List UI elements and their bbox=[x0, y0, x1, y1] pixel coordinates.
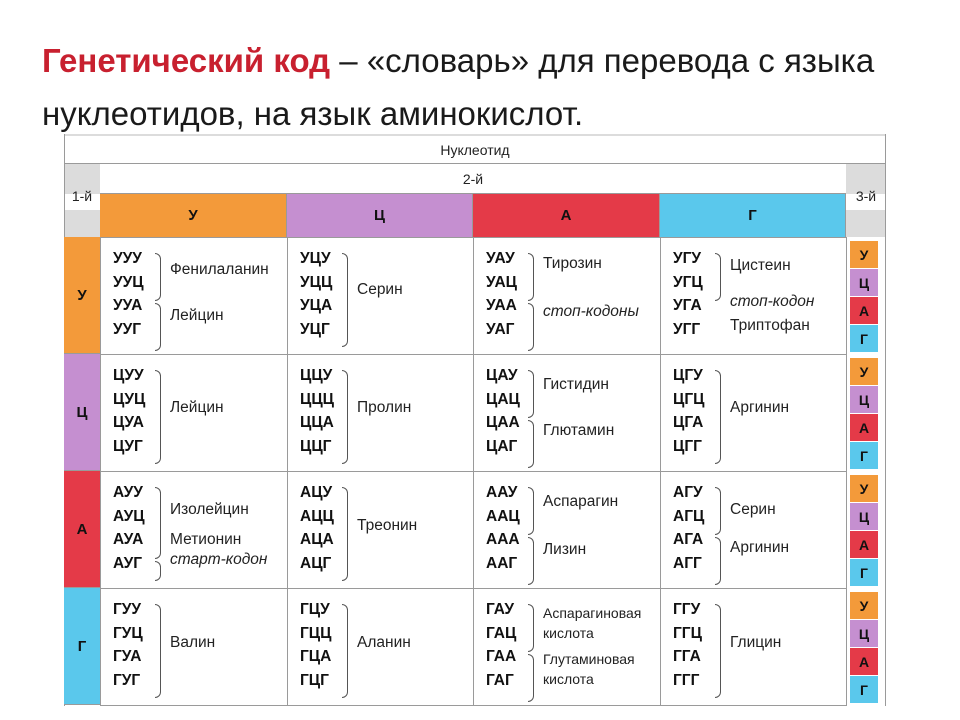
third-base-a-u: У bbox=[850, 475, 878, 503]
amino-acid-label: Тирозин bbox=[543, 255, 602, 272]
codon: ГЦГ bbox=[300, 671, 329, 689]
codon: ГГУ bbox=[673, 601, 701, 618]
codon: ГЦЦ bbox=[300, 624, 332, 642]
third-base-g-a: А bbox=[850, 648, 878, 676]
codon: УАЦ bbox=[486, 273, 517, 291]
first-base-u: У bbox=[64, 237, 100, 354]
codon-list bbox=[113, 481, 145, 575]
amino-acid-label: Глутаминовая bbox=[543, 651, 635, 667]
codon: ЦГА bbox=[673, 414, 704, 431]
codon: ААУ bbox=[486, 484, 518, 501]
first-base-a: А bbox=[64, 471, 100, 588]
codon: ЦГЦ bbox=[673, 390, 705, 408]
codon: АЦГ bbox=[300, 554, 332, 572]
codon-brace bbox=[528, 370, 534, 418]
codon-list bbox=[486, 364, 520, 458]
codon-list bbox=[673, 481, 704, 575]
codon: ГУА bbox=[113, 648, 142, 665]
codon: УАУ bbox=[486, 250, 515, 267]
codon: УАГ bbox=[486, 320, 515, 338]
codon-brace bbox=[155, 253, 161, 301]
codon: АГГ bbox=[673, 554, 702, 572]
amino-acid-label: Аспарагиновая bbox=[543, 605, 642, 621]
third-base-g-u: У bbox=[850, 592, 878, 620]
codon: ГАГ bbox=[486, 671, 514, 689]
codon-list bbox=[673, 247, 703, 341]
amino-acid-label: Фенилаланин bbox=[170, 261, 269, 278]
codon: ГЦУ bbox=[300, 601, 330, 618]
codon-brace bbox=[155, 561, 161, 581]
codon: АЦЦ bbox=[300, 507, 334, 525]
codon-brace bbox=[528, 487, 534, 535]
codon: ЦУУ bbox=[113, 367, 144, 384]
amino-acid-label: Гистидин bbox=[543, 376, 609, 393]
third-base-u-g: Г bbox=[850, 325, 878, 353]
amino-acid-label: Изолейцин bbox=[170, 501, 249, 518]
codon-brace bbox=[155, 303, 161, 351]
third-base-a-g: Г bbox=[850, 559, 878, 587]
third-base-c-c: Ц bbox=[850, 386, 878, 414]
third-base-g-c: Ц bbox=[850, 620, 878, 648]
nucleotide-header bbox=[64, 136, 886, 164]
codon: ГАЦ bbox=[486, 624, 517, 642]
codon: УУУ bbox=[113, 250, 142, 267]
amino-acid-label: Метионин bbox=[170, 531, 242, 548]
amino-acid-label: кислота bbox=[543, 625, 594, 641]
codon-list bbox=[113, 598, 143, 692]
amino-acid-label: Треонин bbox=[357, 517, 418, 534]
amino-acid-label: Серин bbox=[730, 501, 776, 518]
second-base-g: Г bbox=[660, 194, 846, 237]
codon-brace bbox=[528, 604, 534, 652]
codon: АЦУ bbox=[300, 484, 333, 501]
second-label: 2-й bbox=[462, 170, 484, 187]
amino-acid-label: стоп-кодоны bbox=[543, 303, 639, 320]
amino-acid-label: Аспарагин bbox=[543, 493, 619, 510]
codon-list bbox=[113, 247, 144, 341]
codon: АГУ bbox=[673, 484, 703, 501]
title-rest: – «словарь» для перевода с языка нуклеотидов, на язык аминокислот. bbox=[42, 42, 875, 132]
codon: ГГГ bbox=[673, 671, 700, 689]
third-base-u-c: Ц bbox=[850, 269, 878, 297]
codon-list bbox=[113, 364, 145, 458]
codon-brace bbox=[342, 604, 348, 698]
amino-acid-label: Аргинин bbox=[730, 539, 790, 556]
amino-acid-label: Валин bbox=[170, 634, 216, 651]
third-nucleotide-header bbox=[846, 182, 886, 210]
codon: УЦА bbox=[300, 297, 333, 314]
codon: ЦАЦ bbox=[486, 390, 520, 408]
codon-list bbox=[673, 598, 702, 692]
codon: ГУЦ bbox=[113, 624, 143, 642]
codon: ГГА bbox=[673, 648, 701, 665]
second-nucleotide-header bbox=[100, 164, 846, 194]
amino-acid-label: Лизин bbox=[543, 541, 587, 558]
codon-brace bbox=[342, 253, 348, 347]
codon-brace bbox=[715, 604, 721, 698]
codon-list bbox=[300, 364, 334, 458]
codon-brace bbox=[715, 253, 721, 301]
codon: УАА bbox=[486, 297, 517, 314]
amino-acid-label: Пролин bbox=[357, 399, 412, 416]
amino-acid-label: Глютамин bbox=[543, 422, 615, 439]
codon: ААГ bbox=[486, 554, 518, 572]
codon: ЦУЦ bbox=[113, 390, 146, 408]
codon: УГА bbox=[673, 297, 702, 314]
second-base-c: Ц bbox=[287, 194, 473, 237]
third-base-u-a: А bbox=[850, 297, 878, 325]
first-nucleotide-header bbox=[64, 182, 100, 210]
codon-list bbox=[300, 247, 332, 341]
codon: АУУ bbox=[113, 484, 143, 501]
codon: ГАУ bbox=[486, 601, 515, 618]
codon-brace bbox=[342, 370, 348, 464]
codon: ЦУГ bbox=[113, 437, 143, 455]
codon: УГУ bbox=[673, 250, 702, 267]
codon-brace bbox=[528, 420, 534, 468]
codon: ЦАГ bbox=[486, 437, 518, 455]
third-base-a-c: Ц bbox=[850, 503, 878, 531]
codon: АУЦ bbox=[113, 507, 145, 525]
codon-list bbox=[300, 481, 334, 575]
codon-list bbox=[300, 598, 331, 692]
codon: ЦУА bbox=[113, 414, 144, 431]
codon: УЦУ bbox=[300, 250, 331, 267]
codon-brace bbox=[715, 487, 721, 535]
codon-brace bbox=[528, 253, 534, 301]
codon-brace bbox=[528, 654, 534, 702]
title-highlight: Генетический код bbox=[42, 42, 331, 79]
amino-acid-label: кислота bbox=[543, 671, 594, 687]
codon-brace bbox=[155, 487, 161, 559]
third-base-u-u: У bbox=[850, 241, 878, 269]
codon-brace bbox=[528, 537, 534, 585]
codon: АЦА bbox=[300, 531, 334, 548]
amino-acid-label: Лейцин bbox=[170, 399, 224, 416]
amino-acid-label: Триптофан bbox=[730, 317, 810, 334]
third-base-c-a: А bbox=[850, 414, 878, 442]
codon: АУГ bbox=[113, 554, 143, 572]
first-base-c: Ц bbox=[64, 354, 100, 471]
codon-brace bbox=[342, 487, 348, 581]
codon: ААЦ bbox=[486, 507, 520, 525]
third-base-a-a: А bbox=[850, 531, 878, 559]
amino-acid-label: Аргинин bbox=[730, 399, 790, 416]
third-label: 3-й bbox=[855, 188, 877, 204]
codon: УГЦ bbox=[673, 273, 703, 291]
codon: ЦЦУ bbox=[300, 367, 333, 384]
codon: ГГЦ bbox=[673, 624, 702, 642]
codon-list bbox=[486, 598, 516, 692]
codon-brace bbox=[715, 370, 721, 464]
codon: ЦЦЦ bbox=[300, 390, 334, 408]
codon-brace bbox=[528, 303, 534, 351]
second-base-a: А bbox=[473, 194, 660, 237]
codon: ЦЦА bbox=[300, 414, 334, 431]
page-title bbox=[42, 34, 942, 140]
codon: АГА bbox=[673, 531, 704, 548]
codon: ААА bbox=[486, 531, 520, 548]
codon-brace bbox=[155, 370, 161, 464]
codon: ГАА bbox=[486, 648, 517, 665]
amino-acid-label: Цистеин bbox=[730, 257, 791, 274]
codon: УЦЦ bbox=[300, 273, 333, 291]
codon-list bbox=[673, 364, 704, 458]
codon: ЦАУ bbox=[486, 367, 518, 384]
codon: ГЦА bbox=[300, 648, 332, 665]
codon: УУА bbox=[113, 297, 143, 314]
codon: УУЦ bbox=[113, 273, 144, 291]
second-base-u: У bbox=[100, 194, 287, 237]
third-base-g-g: Г bbox=[850, 676, 878, 704]
first-label: 1-й bbox=[71, 188, 93, 204]
third-base-c-g: Г bbox=[850, 442, 878, 470]
codon: ЦГУ bbox=[673, 367, 703, 384]
amino-acid-label: стоп-кодон bbox=[730, 293, 815, 310]
codon: УГГ bbox=[673, 320, 701, 338]
codon: УУГ bbox=[113, 320, 142, 338]
codon-list bbox=[486, 247, 517, 341]
codon: УЦГ bbox=[300, 320, 330, 338]
codon: ГУГ bbox=[113, 671, 141, 689]
nucleotide-label: Нуклеотид bbox=[440, 141, 510, 158]
amino-acid-label: Лейцин bbox=[170, 307, 224, 324]
codon-list bbox=[486, 481, 520, 575]
codon-brace bbox=[155, 604, 161, 698]
codon: ЦГГ bbox=[673, 437, 702, 455]
first-base-g: Г bbox=[64, 588, 100, 705]
genetic-code-table bbox=[64, 134, 886, 706]
codon: АУА bbox=[113, 531, 144, 548]
codon: АГЦ bbox=[673, 507, 705, 525]
codon-brace bbox=[715, 537, 721, 585]
amino-acid-label: Глицин bbox=[730, 634, 782, 651]
third-base-c-u: У bbox=[850, 358, 878, 386]
codon: ЦАА bbox=[486, 414, 520, 431]
codon: ГУУ bbox=[113, 601, 142, 618]
codon: ЦЦГ bbox=[300, 437, 332, 455]
amino-acid-label: Серин bbox=[357, 281, 403, 298]
amino-acid-label: Аланин bbox=[357, 634, 411, 651]
amino-acid-label: старт-кодон bbox=[170, 551, 268, 568]
